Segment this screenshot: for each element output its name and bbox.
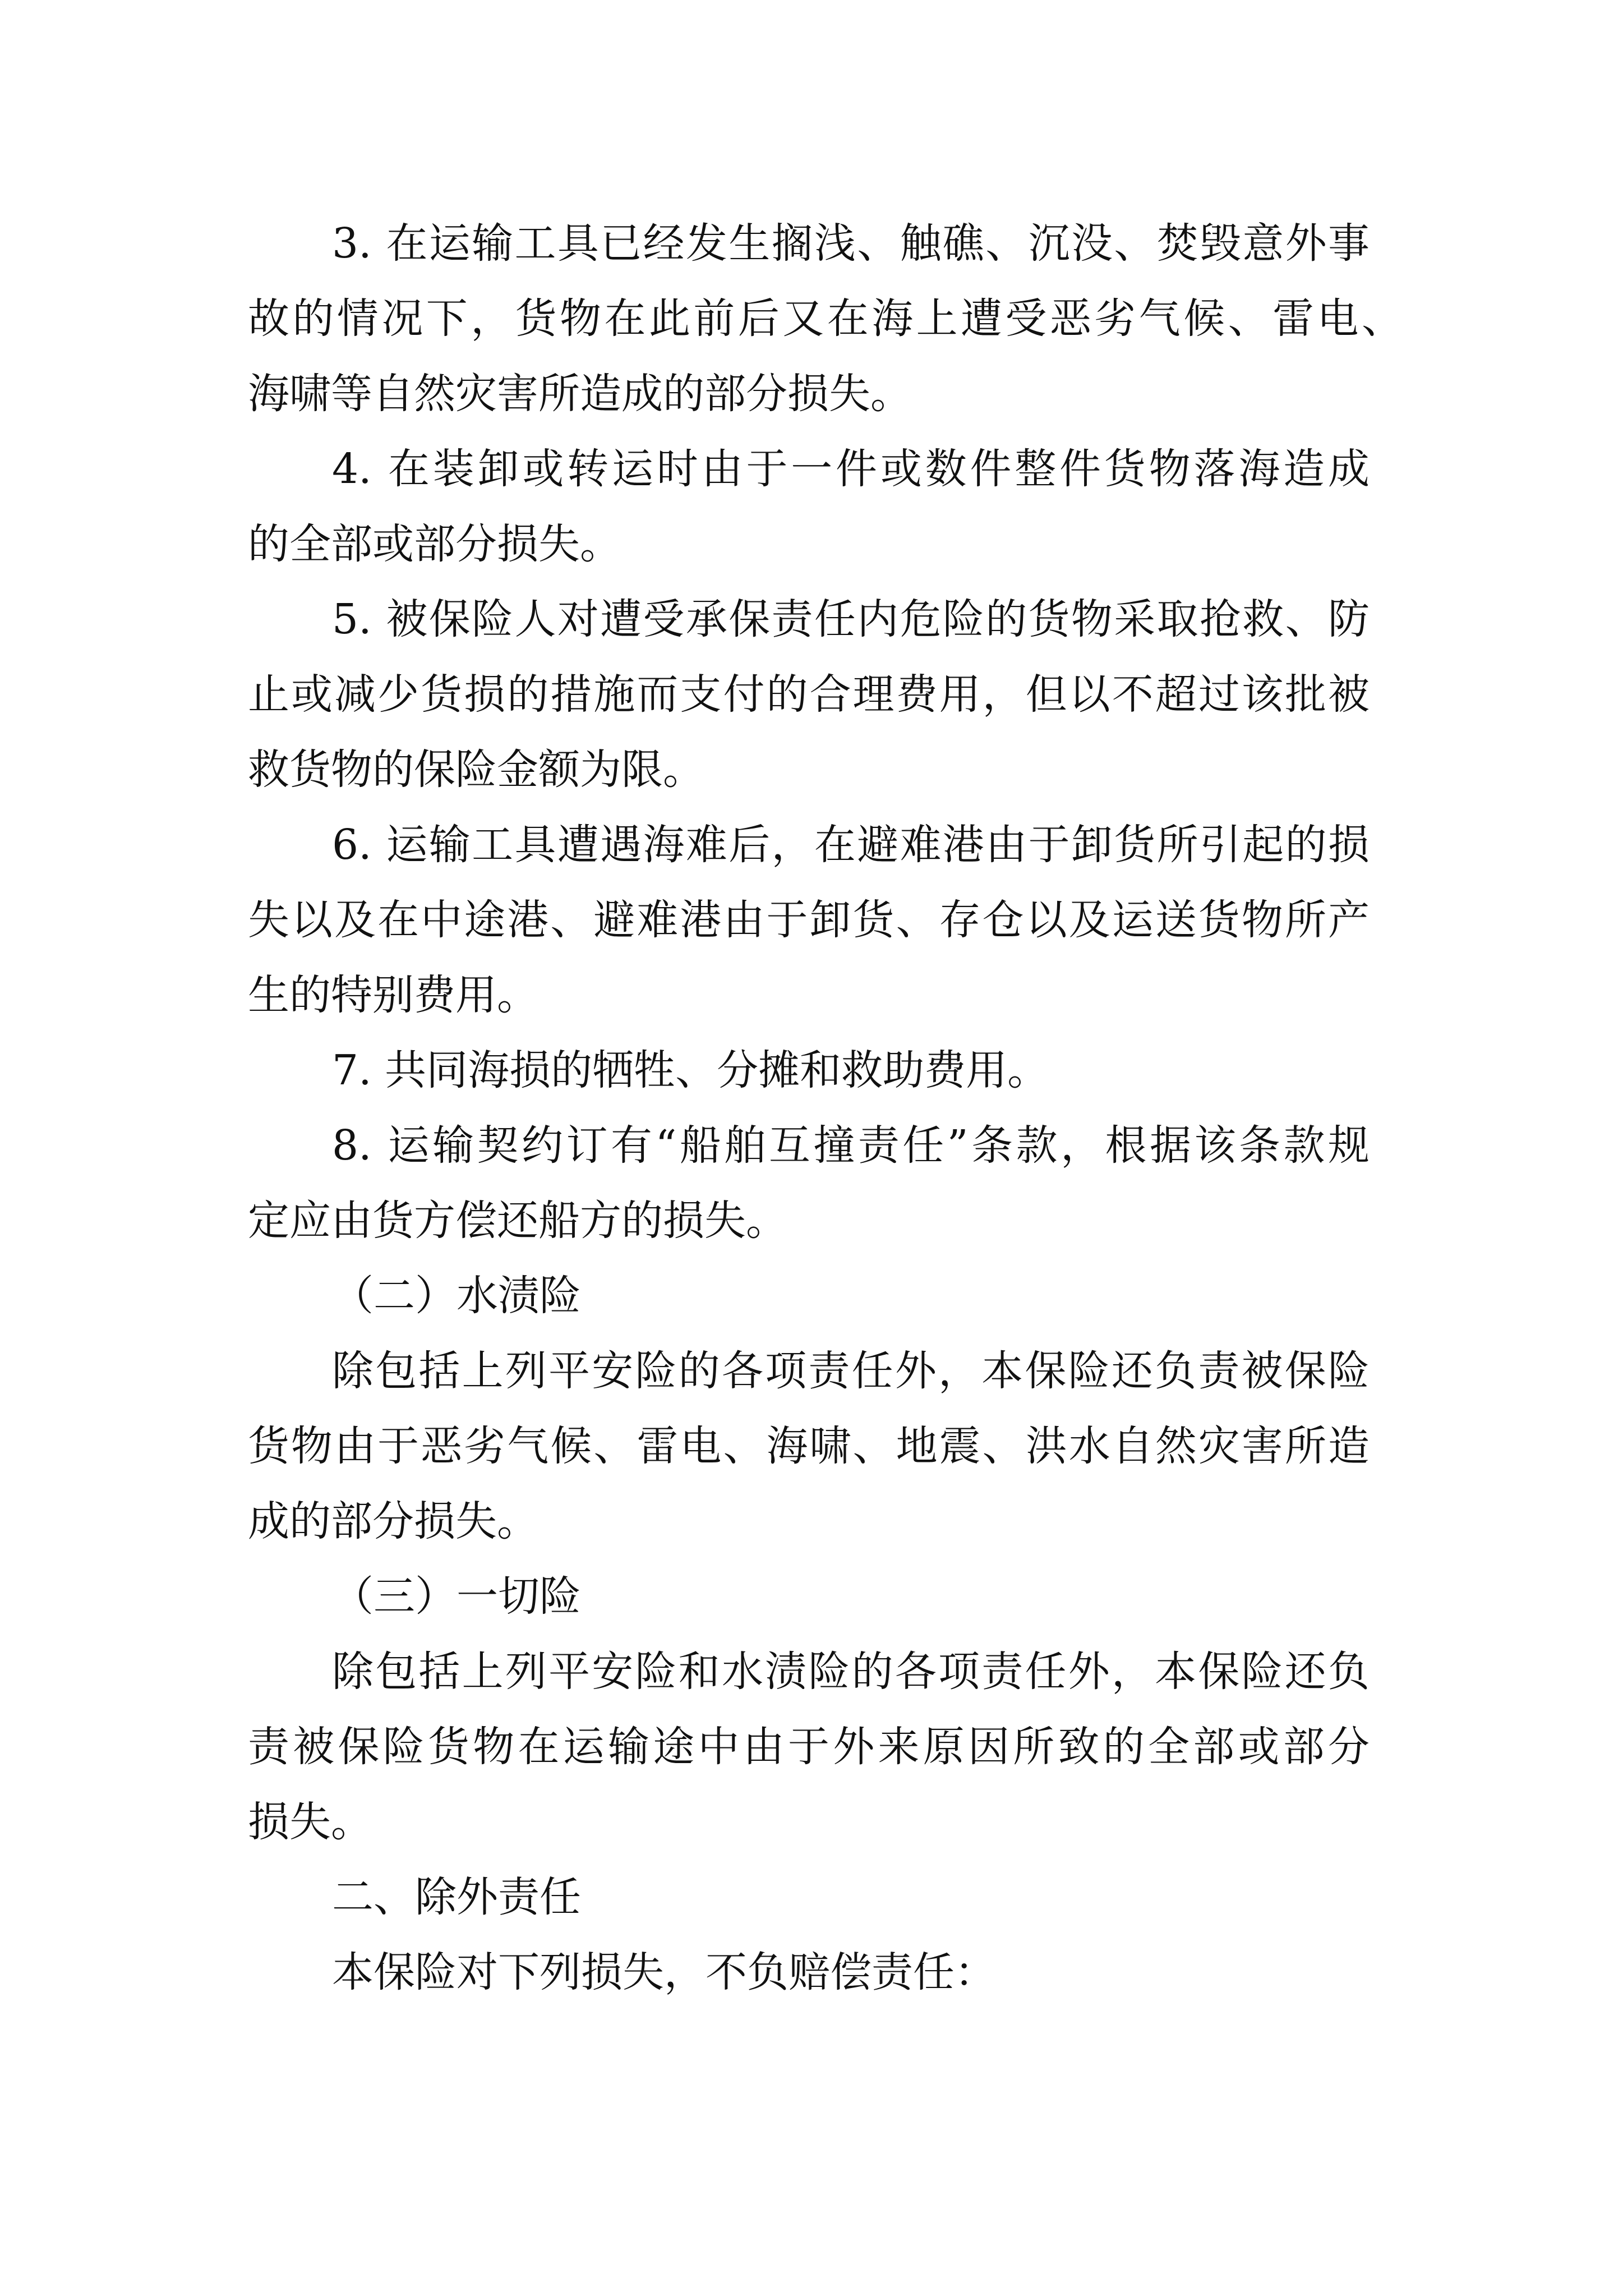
water-damage-line-1: 除包括上列平安险的各项责任外，本保险还负责被保险 — [332, 1347, 1370, 1395]
section-heading-all-risks: （三）一切险 — [332, 1572, 581, 1621]
clause-5-line-3: 救货物的保险金额为限。 — [248, 746, 704, 794]
all-risks-line-1: 除包括上列平安险和水渍险的各项责任外，本保险还负 — [332, 1648, 1370, 1696]
clause-6-line-3: 生的特别费用。 — [248, 971, 538, 1019]
clause-5-line-1: 5. 被保险人对遭受承保责任内危险的货物采取抢救、防 — [332, 595, 1370, 643]
section-heading-exclusions: 二、除外责任 — [332, 1873, 581, 1921]
clause-7-line-1: 7. 共同海损的牺牲、分摊和救助费用。 — [332, 1046, 1049, 1094]
clause-8-line-2: 定应由货方偿还船方的损失。 — [248, 1197, 787, 1245]
water-damage-line-2: 货物由于恶劣气候、雷电、海啸、地震、洪水自然灾害所造 — [248, 1422, 1370, 1470]
clause-3-line-1: 3. 在运输工具已经发生搁浅、触礁、沉没、焚毁意外事 — [332, 219, 1370, 268]
clause-3-line-2: 故的情况下，货物在此前后又在海上遭受恶劣气候、雷电、 — [248, 295, 1403, 343]
all-risks-line-2: 责被保险货物在运输途中由于外来原因所致的全部或部分 — [248, 1723, 1370, 1771]
clause-6-line-1: 6. 运输工具遭遇海难后，在避难港由于卸货所引起的损 — [332, 821, 1370, 869]
all-risks-line-3: 损失。 — [248, 1798, 372, 1846]
clause-5-line-2: 止或减少货损的措施而支付的合理费用，但以不超过该批被 — [248, 670, 1370, 719]
water-damage-line-3: 成的部分损失。 — [248, 1497, 538, 1545]
clause-4-line-2: 的全部或部分损失。 — [248, 520, 621, 568]
clause-4-line-1: 4. 在装卸或转运时由于一件或数件整件货物落海造成 — [332, 445, 1370, 493]
clause-3-line-3: 海啸等自然灾害所造成的部分损失。 — [248, 370, 912, 418]
clause-8-line-1: 8. 运输契约订有“船舶互撞责任”条款，根据该条款规 — [332, 1121, 1370, 1170]
clause-6-line-2: 失以及在中途港、避难港由于卸货、存仓以及运送货物所产 — [248, 896, 1370, 944]
exclusions-intro-line: 本保险对下列损失，不负赔偿责任： — [332, 1948, 996, 1996]
section-heading-water-damage: （二）水渍险 — [332, 1272, 581, 1320]
